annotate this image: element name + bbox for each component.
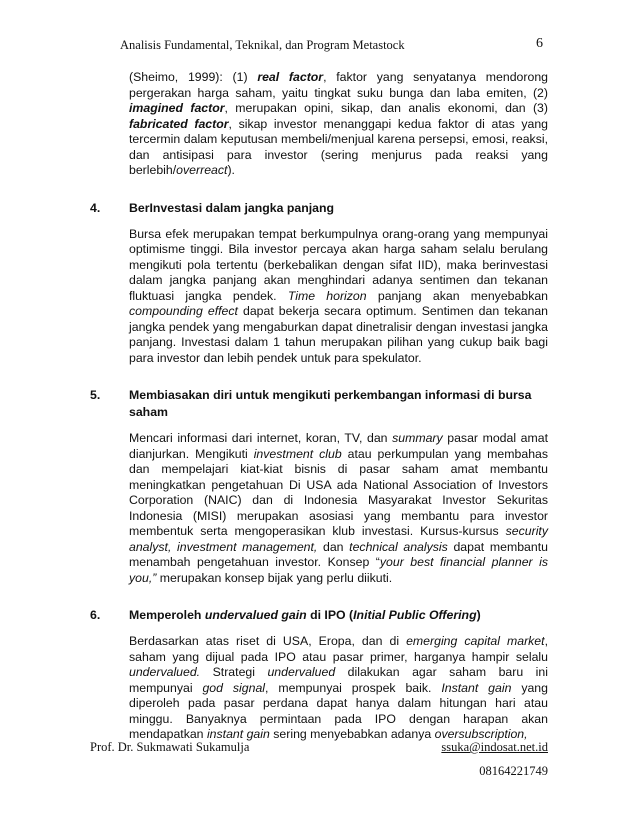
text-run: )	[476, 608, 481, 622]
text-run: di IPO (	[306, 608, 354, 622]
intro-paragraph	[129, 70, 548, 179]
text-run: dapat bekerja secara optimum. Sentimen dan tekanan jangka pendek yang mengaburkan dapat dinetralisir dengan investasi jangka panjang. Investasi dalam 1 tahun merupakan pilihan yang cukup baik bagi para investor dan lebih pendek untuk para spekulator.	[129, 304, 548, 365]
text-run: pasar modal amat dianjurkan. Mengikuti	[129, 431, 548, 461]
section-4-paragraph	[129, 227, 548, 367]
term-investment-club: investment club	[253, 446, 342, 461]
text-run: panjang akan menyebabkan	[366, 288, 549, 303]
term-compounding-effect: compounding effect	[129, 304, 238, 318]
text-run: dilakukan agar saham baru ini mempunyai	[129, 665, 548, 695]
text-run: Strategi	[200, 665, 268, 679]
text-run: Bursa efek merupakan tempat berkumpulnya orang-orang yang mempunyai optimisme tinggi. Bila investor percaya akan harga saham selalu berulang mengikuti pola tertentu (berkebalikan dengan sifat IID), maka berinvestasi dalam jangka panjang akan menghindari adanya sentimen dan tekanan fluktuasi jangka pendek.	[129, 226, 548, 303]
term-emerging-market: emerging capital market	[406, 634, 545, 648]
text-run: (Sheimo, 1999): (1)	[129, 70, 258, 84]
term-undervalued: undervalued.	[129, 665, 201, 679]
term-time-horizon: Time horizon	[287, 288, 367, 303]
footer-author: Prof. Dr. Sukmawati Sukamulja	[90, 740, 250, 754]
section-5-number: 5.	[90, 388, 101, 402]
text-run: , faktor yang senyatanya mendorong pergerakan harga saham, yaitu tingkat suku bunga dan laba emiten, (2)	[129, 70, 548, 100]
body-text	[90, 70, 548, 743]
text-run: Berdasarkan atas riset di USA, Eropa, dan di	[129, 634, 407, 648]
term-courses: security analyst, investment management,	[129, 524, 548, 554]
section-6-paragraph	[129, 634, 548, 743]
section-6-heading	[90, 607, 548, 624]
text-run: merupakan konsep bijak yang perlu diikuti.	[156, 570, 393, 585]
section-4-number: 4.	[90, 200, 101, 215]
page-number: 6	[536, 36, 543, 51]
section-4-heading	[90, 200, 548, 217]
text-run: Mencari informasi dari internet, koran, TV, dan	[129, 431, 393, 445]
term-instant-gain: Instant gain	[441, 680, 512, 695]
term-undervalued-strategy: undervalued	[267, 665, 336, 679]
text-run: dapat membantu menambah pengetahuan investor. Konsep “	[129, 539, 548, 569]
text-run: dan	[317, 539, 350, 554]
term-real-factor: real factor	[257, 70, 324, 84]
section-5-heading	[90, 387, 548, 421]
text-run: , saham yang dijual pada IPO atau pasar primer, harganya hampir selalu	[129, 634, 548, 664]
term-god-signal: god signal	[202, 680, 266, 695]
term-overreact: overreact	[176, 163, 228, 177]
text-run: sering menyebabkan adanya	[269, 727, 435, 741]
text-run: Memperoleh	[129, 608, 205, 622]
term-fabricated-factor: fabricated factor	[129, 116, 229, 131]
section-6-number: 6.	[90, 608, 101, 622]
term-imagined-factor: imagined factor	[129, 101, 225, 115]
section-4-title: BerInvestasi dalam jangka panjang	[129, 200, 335, 215]
term-oversubscription: oversubscription,	[434, 727, 528, 741]
text-run: , mempunyai prospek baik.	[265, 680, 442, 695]
term-technical-analysis: technical analysis	[349, 539, 448, 554]
section-5-title: Membiasakan diri untuk mengikuti perkembangan informasi di bursa saham	[129, 388, 532, 419]
section-5-paragraph	[129, 431, 548, 586]
term-ipo: Initial Public Offering	[353, 608, 477, 622]
footer-email-link[interactable]: ssuka@indosat.net.id	[441, 740, 548, 754]
term-best-financial-planner: your best financial planner is you,”	[129, 555, 548, 585]
term-summary: summary	[392, 431, 443, 445]
text-run: , merupakan opini, sikap, dan analis ekonomi, dan (3)	[224, 101, 548, 115]
section-6-title	[129, 607, 548, 624]
text-run: atau perkumpulan yang membahas dan mempelajari kiat-kiat bisnis di pasar saham amat membantu meningkatkan pengetahuan Di USA ada National Association of Investors Corporation (NAIC) dan di Indonesia Masyarakat Investor Sekuritas Indonesia (MISI) merupakan asosiasi yang membantu para investor membentuk serta mengoperasikan klub investasi. Kursus-kursus	[129, 446, 549, 538]
footer-phone: 08164221749	[479, 764, 548, 778]
text-run: , sikap investor menanggapi kedua faktor di atas yang tercermin dalam keputusan membeli/menjual karena persepsi, emosi, reaksi, dan antisipasi para investor (sering menjurus pada reaksi yang berlebih/	[129, 116, 548, 177]
running-header: Analisis Fundamental, Teknikal, dan Program Metastock	[120, 38, 405, 52]
text-run: ).	[227, 163, 235, 177]
term-undervalued-gain: undervalued gain	[204, 608, 307, 622]
text-run: yang diperoleh pada pasar perdana dapat hanya dalam hitungan hari atau minggu. Banyaknya permintaan pada IPO dengan harapan akan mendapatkan	[129, 680, 548, 741]
term-instant-gain-2: instant gain	[206, 727, 270, 741]
